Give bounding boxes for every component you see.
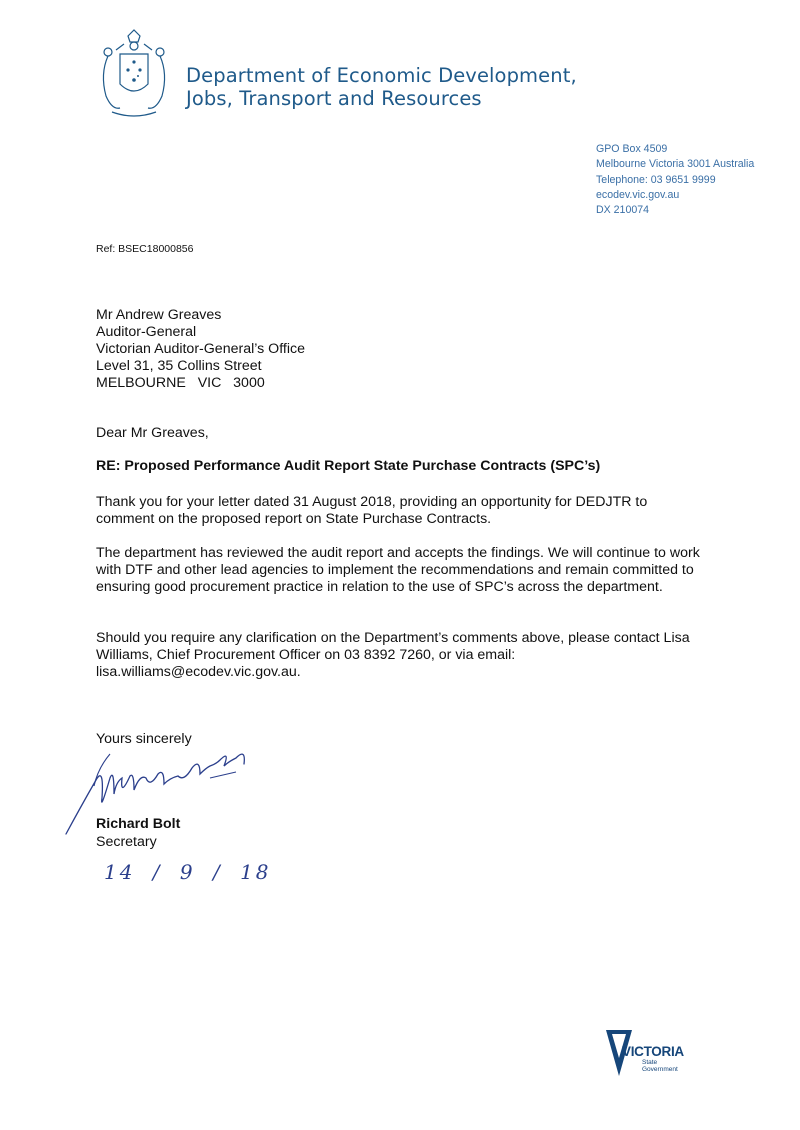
contact-po-box: GPO Box 4509	[596, 143, 668, 155]
victoria-subtext-government: Government	[642, 1066, 678, 1073]
recipient-position: Auditor-General	[96, 324, 197, 340]
closing: Yours sincerely	[96, 731, 192, 747]
department-name-line1: Department of Economic Development,	[186, 64, 577, 87]
salutation: Dear Mr Greaves,	[96, 425, 209, 441]
signer-name: Richard Bolt	[96, 816, 181, 832]
victoria-subtext-state: State	[642, 1059, 658, 1066]
contact-block	[596, 142, 754, 218]
contact-website: ecodev.vic.gov.au	[596, 188, 680, 201]
signer-title: Secretary	[96, 834, 157, 850]
reference-number: Ref: BSEC18000856	[96, 243, 194, 255]
department-name	[186, 64, 577, 110]
department-name-line2: Jobs, Transport and Resources	[186, 87, 482, 110]
body-paragraph: Should you require any clarification on the Department’s comments above, please contact Lisa Williams, Chief Procurement Officer on 03 8392 7260, or via email: lisa.williams@ecodev.vic.gov.au.	[96, 630, 690, 680]
coat-of-arms-icon	[94, 26, 174, 122]
victoria-wordmark: VICTORIA	[622, 1044, 684, 1059]
recipient-office: Victorian Auditor-General’s Office	[96, 341, 305, 357]
handwritten-date: 14 / 9 / 18	[104, 860, 272, 884]
subject-line: RE: Proposed Performance Audit Report State Purchase Contracts (SPC’s)	[96, 458, 601, 474]
contact-dx: DX 210074	[596, 204, 650, 217]
recipient-address	[96, 307, 305, 392]
recipient-city: MELBOURNE VIC 3000	[96, 375, 265, 391]
recipient-street: Level 31, 35 Collins Street	[96, 358, 262, 374]
body-paragraph: The department has reviewed the audit report and accepts the findings. We will continue to work with DTF and other lead agencies to implement the recommendations and remain committed to ensuring good procurement practice in relation to the use of SPC’s across the department.	[96, 545, 700, 595]
body-paragraph: Thank you for your letter dated 31 August 2018, providing an opportunity for DEDJTR to comment on the proposed report on State Purchase Contracts.	[96, 494, 648, 527]
recipient-name: Mr Andrew Greaves	[96, 307, 222, 323]
contact-city: Melbourne Victoria 3001 Australia	[596, 158, 755, 171]
contact-telephone: Telephone: 03 9651 9999	[596, 173, 716, 186]
